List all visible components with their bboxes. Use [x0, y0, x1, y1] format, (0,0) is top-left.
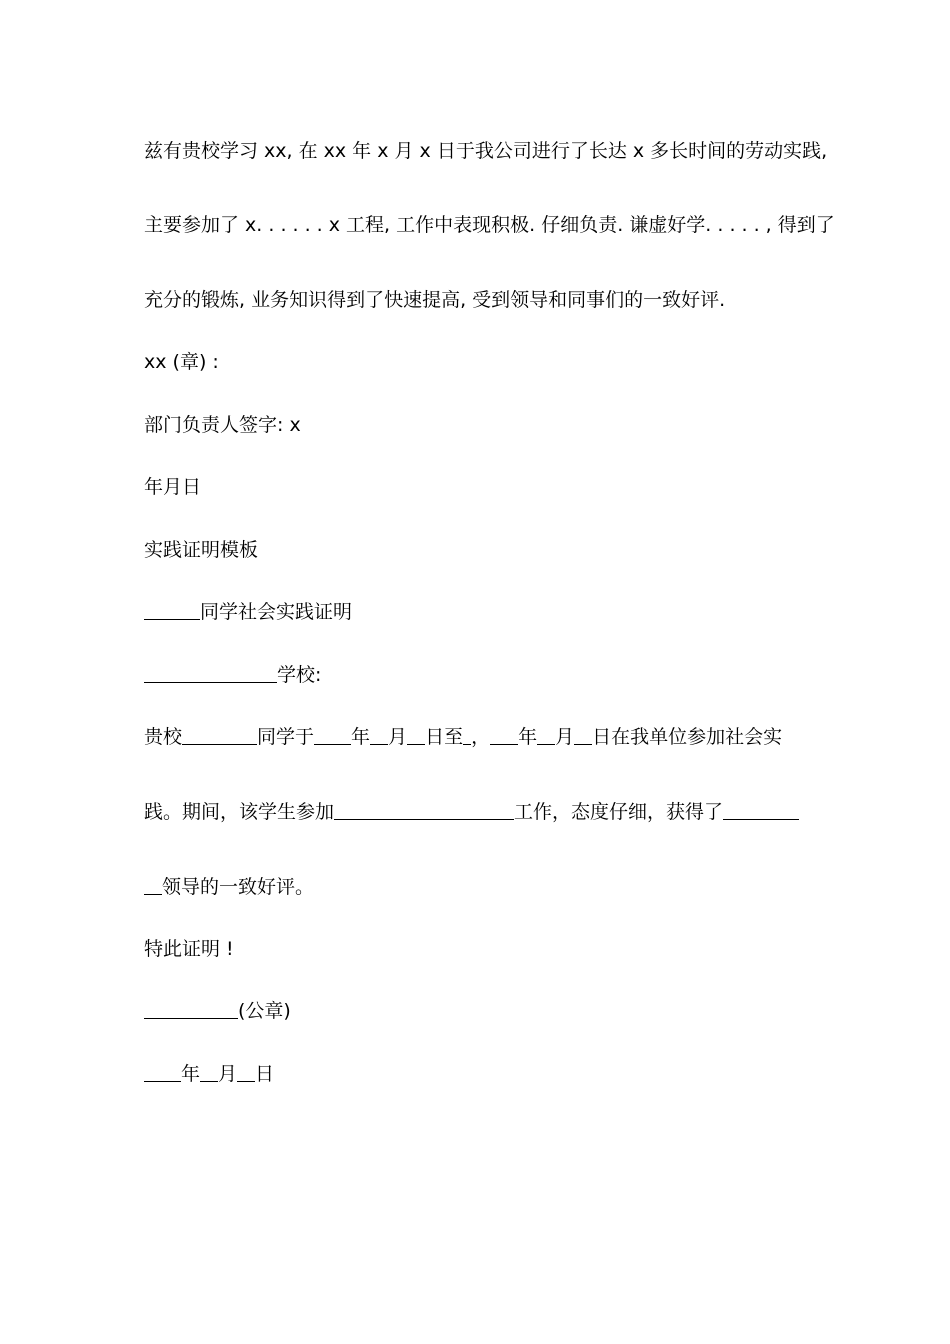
blank-end-day: [574, 726, 592, 745]
body-line-2: 主要参加了 x. . . . . . x 工程, 工作中表现积极. 仔细负责. 谦虚好学. . . . . , 得到了: [144, 214, 835, 236]
text-segment: 年: [181, 1063, 201, 1085]
signature-line: 部门负责人签字: x: [144, 414, 301, 436]
text-segment: 年: [518, 726, 538, 748]
text-segment: 年: [351, 726, 371, 748]
blank-student-name: [144, 601, 200, 620]
text-segment: 日: [255, 1063, 275, 1085]
cert-school-text: 学校:: [277, 664, 322, 686]
body-line-1: 兹有贵校学习 xx, 在 xx 年 x 月 x 日于我公司进行了长达 x 多长时间的劳动实践,: [144, 140, 828, 162]
blank-year: [144, 1063, 181, 1082]
cert-addressee: [144, 663, 321, 687]
text-segment: 月: [218, 1063, 238, 1085]
blank-end-month: [537, 726, 555, 745]
text-segment: 贵校: [144, 726, 183, 748]
text-segment: 工作，态度仔细，获得了: [514, 801, 724, 823]
blank-month: [200, 1063, 218, 1082]
blank-start-year: [314, 726, 351, 745]
text-segment: 践。期间，该学生参加: [144, 801, 335, 823]
blank-day: [237, 1063, 255, 1082]
cert-body-line-1: [144, 725, 782, 749]
blank-work: [334, 801, 514, 820]
text-segment: 同学于: [257, 726, 315, 748]
stamp-label: (公章): [238, 1000, 291, 1022]
blank-org: [144, 1000, 238, 1019]
text-segment: 领导的一致好评。: [162, 876, 315, 898]
template-title: 实践证明模板: [144, 539, 259, 561]
blank-start-day: [407, 726, 425, 745]
text-segment: 日在我单位参加社会实: [592, 726, 783, 748]
text-segment: 月: [388, 726, 408, 748]
cert-stamp-line: [144, 999, 291, 1023]
blank-unit-cont: [144, 876, 162, 895]
cert-body-line-2: [144, 800, 799, 824]
date-line: 年月日: [144, 476, 202, 498]
cert-heading: [144, 600, 352, 624]
seal-line: xx (章) :: [144, 351, 219, 373]
blank-start-month: [370, 726, 388, 745]
blank-unit: [723, 801, 799, 820]
body-line-3: 充分的锻炼, 业务知识得到了快速提高, 受到领导和同事们的一致好评.: [144, 289, 726, 311]
cert-body-line-3: [144, 875, 314, 899]
blank-spacer: [463, 726, 471, 745]
text-segment: 日至: [425, 726, 464, 748]
blank-school-name: [144, 664, 277, 683]
cert-closing: 特此证明 !: [144, 938, 234, 960]
cert-date-line: [144, 1062, 274, 1086]
blank-end-year: [490, 726, 518, 745]
text-segment: ，: [471, 726, 491, 748]
text-segment: 月: [555, 726, 575, 748]
cert-heading-text: 同学社会实践证明: [200, 601, 353, 623]
blank-student: [182, 726, 257, 745]
